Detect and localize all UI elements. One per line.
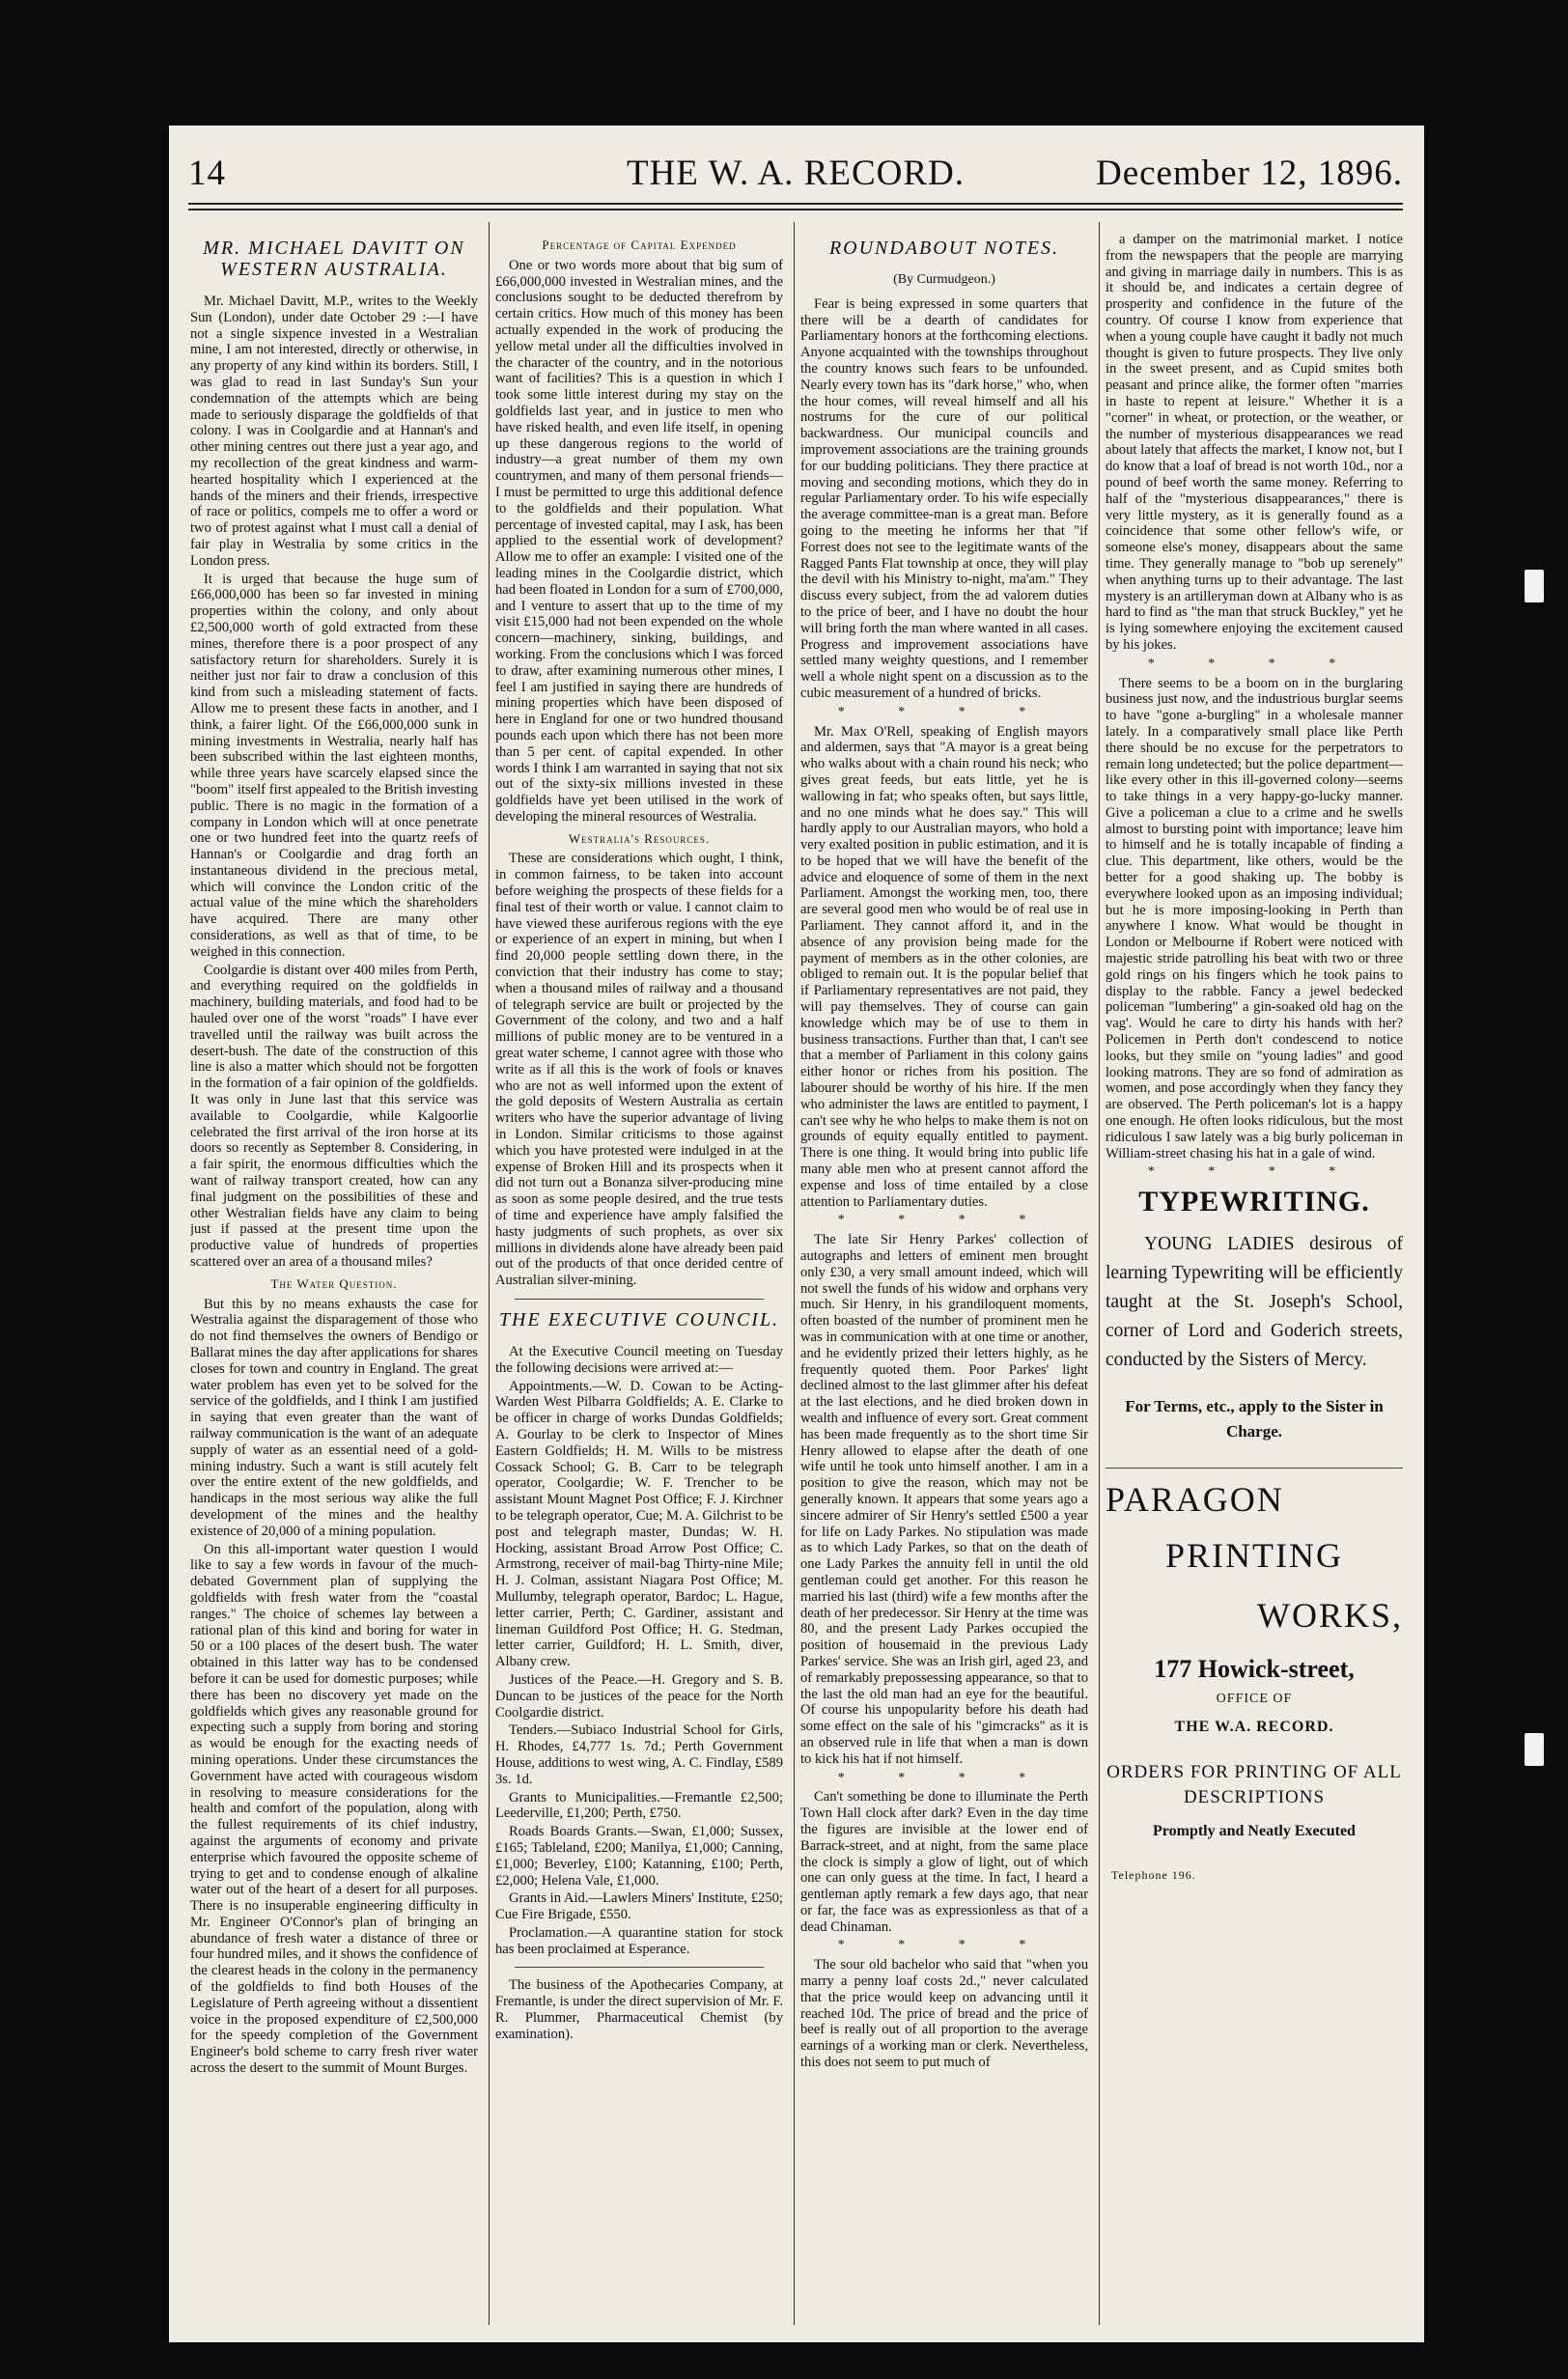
- section-divider: [1106, 1468, 1403, 1469]
- ad-address: 177 Howick-street,: [1154, 1655, 1355, 1684]
- masthead-rule: [188, 203, 1403, 205]
- ad-body: YOUNG LADIES desirous of learning Typewriting will be efficiently taught at the St. Joseph's School, corner of Lord and Goderich streets, conducted by the Sisters of Mercy.: [1106, 1234, 1403, 1371]
- article-heading: MR. MICHAEL DAVITT ON WESTERN AUSTRALIA.: [203, 238, 465, 280]
- article-paragraph: Justices of the Peace.—H. Gregory and S. B. Duncan to be justices of the peace for the North Coolgardie district.: [495, 1671, 783, 1721]
- article-paragraph: On this all-important water question I would like to say a few words in favour of the much-debated Government plan of supplying the goldfields with fresh water from the "coastal ranges." The choice of schemes lay between a rational plan of this kind and boring for water in 50 or a 100 places of the desert bush. The water obtained in this latter way has to be condensed before it can be used for domestic purposes; while there has been no discovery yet made on the goldfields which gives any reasonable ground for expecting such a supply from boring and storing as would be enough for the exacting needs of mining operations. Under these circumstances the Government have acted with courageous wisdom in resolving to measure considerations for the health and comfort of the population, along with the fullest requirements of its chief industry, against the arguments of economy and private enterprise which favoured the opposite scheme of trying to get and to condense enough of alkaline water out of the heart of a desert for all purposes. There is no insuperable engineering difficulty in Mr. Engineer O'Connor's plan of bringing an abundance of fresh water a distance of three or four hundred miles, and it shows the confidence of the clearest heads in the colony in the permanency of the goldfields to find both Houses of the Legislature of Perth agreeing without a dissentient voice in the proposed expenditure of £2,500,000 for the speedy completion of the Government Engineer's bold scheme to carry fresh river water across the desert to the summit of Mount Burges.: [190, 1541, 478, 2077]
- article-paragraph: Roads Boards Grants.—Swan, £1,000; Sussex, £165; Tableland, £200; Manilya, £1,000; Canning, £1,000; Beverley, £100; Katanning, £100; Perth, £2,000; Helena Vale, £1,000.: [495, 1824, 783, 1889]
- article-paragraph: There seems to be a boom on in the burglaring business just now, and the industrious burglar seems to have "gone a-burgling" in a wholesale manner lately. In a comparatively small place like Perth there should be no excuse for the perpetrators to remain long undetected; but the police department—like every other in this ill-governed colony—seems to take things in a very happy-go-lucky manner. Give a policeman a clue to a crime and he swells almost to bursting point with importance; leave him to himself and he is totally incapable of finding a clue. This department, like others, would be the better for a good shaking up. The bobby is everywhere looked upon as an imposing individual; but he is more imposing-looking in Perth than anywhere I know. What would be thought in London or Melbourne if Robert were noticed with majestic stride patrolling his beat with two or three gold rings on his fingers which he took pains to display to the rabble. Fancy a jewel bedecked policeman "lumbering" a gin-soaked old hag on the vag'. Would he care to dirty his hands with her? Policemen in Perth don't condescend to notice looks, but they smile on "young ladies" and good looking matrons. They are so fond of admiration as women, and pose accordingly when they fancy they are observed. The Perth policeman's lot is a happy one enough. He often looks ridiculous, but the most ridiculous I saw lately was a big burly policeman in William-street chasing his hat in a gale of wind.: [1106, 675, 1403, 1162]
- article-paragraph: At the Executive Council meeting on Tuesday the following decisions were arrived at:—: [495, 1344, 783, 1376]
- article-paragraph: Mr. Max O'Rell, speaking of English mayors and aldermen, says that "A mayor is a great being who walks about with a chain round his neck; who gives great feeds, but eats little, yet he is wallowing in fat; who speaks often, but says little, and no one minds what he does say." This will hardly apply to our Australian mayors, who hold a very exalted position in public estimation, and it is to be hoped that we will have the benefit of the advice and eloquence of some of them in the next Parliament. Amongst the working men, too, there are several good men who would be of real use in Parliament. They cannot afford it, and in the absence of any provision being made for the payment of members as in the other colonies, are obliged to remain out. It is the popular belief that if Parliamentary representatives are not paid, they will pay themselves. They of course can gain knowledge which may be of use to them in business transactions. Further than that, I can't see that a member of Parliament in this colony gains either honor or riches from his position. The labourer should be worthy of his hire. If the men who administer the laws are entitled to payment, I can't see why he who helps to make them is not on grounds of equity equally entitled to payment. There is one thing. It would bring into public life many able men who at present cannot afford the expense and loss of time entailed by a close attention to Parliamentary duties.: [800, 723, 1088, 1210]
- column-2: [495, 232, 783, 2327]
- margin-mark: [1525, 570, 1544, 602]
- section-separator: * * * *: [1147, 656, 1361, 671]
- ad-tagline: Promptly and Neatly Executed: [1153, 1823, 1356, 1840]
- section-divider: [515, 1967, 764, 1968]
- column-3: [800, 232, 1088, 2327]
- column-rule: [1099, 222, 1100, 2325]
- newspaper-page: [169, 126, 1424, 2342]
- ad-name-line: PARAGON: [1106, 1480, 1284, 1520]
- column-rule: [794, 222, 795, 2325]
- masthead: [188, 143, 1403, 201]
- section-divider: [515, 1299, 764, 1300]
- page-number: 14: [188, 154, 226, 193]
- section-subheading: The Water Question.: [270, 1275, 398, 1291]
- ad-name-line: WORKS,: [1256, 1596, 1403, 1636]
- ad-orders: ORDERS FOR PRINTING OF ALL DESCRIPTIONS: [1106, 1762, 1402, 1808]
- ad-title: TYPEWRITING.: [1138, 1186, 1370, 1218]
- article-paragraph: It is urged that because the huge sum of £66,000,000 has been so far invested in mining properties within the colony, and only about £2,500,000 worth of gold extracted from these mines, therefore there is a poor prospect of any satisfactory return for shareholders. Surely it is neither just nor fair to draw a conclusion of this kind from such a misleading statement of facts. Allow me to present these facts in another, and I think, a fairer light. Of the £66,000,000 sunk in mining investments in Westralia, nearly half has been subscribed within the last eighteen months, while three years have scarcely elapsed since the "boom" itself first appealed to the British investing public. There is no magic in the formation of a company in London which will at once penetrate one or two hundred feet into the quartz reefs of Hannan's or Coolgardie and drag forth an instantaneous dividend in the precious metal, which will convince the London critic of the actual value of the mine which the shareholders have acquired. There are many other considerations, as well as that of time, to be weighed in this connection.: [190, 571, 478, 960]
- section-separator: * * * *: [837, 1938, 1051, 1953]
- ad-record-name: THE W.A. RECORD.: [1174, 1718, 1334, 1735]
- masthead-rule: [188, 209, 1403, 210]
- ad-name-line: PRINTING: [1165, 1536, 1343, 1576]
- section-separator: * * * *: [837, 1213, 1051, 1228]
- section-separator: * * * *: [837, 1770, 1051, 1785]
- article-paragraph: But this by no means exhausts the case for Westralia against the disparagement of those who do not find themselves the owners of Bendigo or Ballarat mines the day after applications for shares closes for town and country in England. The great water problem has even yet to be solved for the service of the goldfields, and I think I am justified in saying that even greater than the want of railway communication is the want of an adequate supply of water as an essential need of a gold-mining industry. Such a want is still acutely felt over the entire extent of the new goldfields, and handicaps in the most serious way alike the full development of the mines and the healthy existence of 20,000 of a mining population.: [190, 1296, 478, 1539]
- article-paragraph: Proclamation.—A quarantine station for stock has been proclaimed at Esperance.: [495, 1924, 783, 1957]
- article-paragraph: Appointments.—W. D. Cowan to be Acting-Warden West Pilbarra Goldfields; A. E. Clarke to be officer in charge of works Dundas Goldfields; A. Gourlay to be clerk to Inspector of Mines Eastern Goldfields; H. M. Wills to be mistress Cossack School; G. B. Carr to be telegraph operator, Coolgardie; W. F. Trencher to be assistant Mount Magnet Post Office; F. J. Kirchner to be telegraph operator, Cue; M. A. Gilchrist to be post and telegraph master, Dundas; W. H. Hocking, assistant Broad Arrow Post Office; C. Armstrong, receiver of mail-bag Thirty-nine Mile; H. J. Colman, assistant Niagara Post Office; M. Mullumby, telegraph operator, Bardoc; L. Hague, letter carrier, Perth; C. Gardiner, assistant and lineman Guildford Post Office; H. G. Stedman, letter carrier, Guildford; H. L. Smith, diver, Albany crew.: [495, 1378, 783, 1670]
- byline: (By Curmudgeon.): [893, 272, 995, 287]
- article-paragraph: Fear is being expressed in some quarters that there will be a dearth of candidates for Parliamentary honors at the forthcoming elections. Anyone acquainted with the townships throughout the country knows such fears to be unfounded. Nearly every town has its "dark horse," who, when the hour comes, will reveal himself and all his nostrums for the cure of our political backwardness. Our municipal councils and improvement associations are the training grounds for our budding politicians. They there practice at moving and seconding motions, which they do in regular Parliamentary order. To his wife especially the average committee-man is a great man. Before going to the meeting he informs her that "if Forrest does not see to the legitimate wants of the Ragged Pants Flat township at once, they will play the devil with his Ministry to-night, ma'am." They discuss every subject, from the ad valorem duties to the price of beer, and I have no doubt the hour will bring forth the man where wanted in all cases. Progress and improvement associations have settled many weighty questions, and I remember well a whole night spent on a discussion as to the cubic measurement of a hundred of bricks.: [800, 295, 1088, 701]
- ad-office-label: OFFICE OF: [1216, 1691, 1293, 1706]
- article-paragraph: These are considerations which ought, I think, in common fairness, to be taken into account before weighing the prospects of these fields for a final test of their worth or value. I cannot claim to have viewed these auriferous regions with the eye or experience of an expert in mining, but when I find 20,000 people settling down there, in the conviction that their industry has come to stay; when a thousand miles of railway and a thousand of telegraph service are built or projected by the Government of the colony, and two and a half millions of public money are to be ventured in a great water scheme, I cannot agree with those who write as if all this is the work of fools or knaves who are not as well informed upon the extent of the gold deposits of Western Australia as certain writers who have the superior advantage of living in London. Similar criticisms to those against which you have protested were indulged in at the expense of Broken Hill and its prospects when it did not turn out a Bonanza silver-producing mine as soon as some people desired, and the true tests of time and experience have amply falsified the hasty judgments of such prophets, as over six millions in dividends alone have already been paid out of the products of that once derided centre of Australian silver-mining.: [495, 851, 783, 1289]
- typewriting-advertisement: [1106, 1186, 1403, 1444]
- article-heading: THE EXECUTIVE COUNCIL.: [498, 1309, 780, 1330]
- section-separator: * * * *: [1147, 1164, 1361, 1180]
- printing-works-advertisement: [1106, 1478, 1403, 1884]
- section-subheading: Percentage of Capital Expended: [542, 238, 737, 252]
- ad-terms: For Terms, etc., apply to the Sister in Charge.: [1125, 1397, 1384, 1441]
- section-subheading: Westralia's Resources.: [568, 830, 711, 846]
- issue-date: December 12, 1896.: [1095, 154, 1403, 193]
- section-separator: * * * *: [837, 704, 1051, 719]
- article-paragraph: Grants in Aid.—Lawlers Miners' Institute, £250; Cue Fire Brigade, £550.: [495, 1890, 783, 1923]
- article-paragraph: Tenders.—Subiaco Industrial School for Girls, H. Rhodes, £4,777 1s. 7d.; Perth Government House, additions to west wing, A. C. Findlay, £589 3s. 1d.: [495, 1722, 783, 1787]
- column-rule: [489, 222, 490, 2325]
- ad-telephone: Telephone 196.: [1111, 1868, 1196, 1883]
- margin-mark: [1525, 1733, 1544, 1766]
- article-heading: ROUNDABOUT NOTES.: [828, 238, 1060, 259]
- article-paragraph: Can't something be done to illuminate the Perth Town Hall clock after dark? Even in the day time the figures are invisible at the lower end of Barrack-street, and at night, from the same place the clock is simply a glow of light, out of which one can only guess at the time. In fact, I heard a gentleman aptly remark a few days ago, that near or far, the face was as expressionless as that of a dead Chinaman.: [800, 1789, 1088, 1935]
- article-paragraph: a damper on the matrimonial market. I notice from the newspapers that the people are marrying and giving in marriage daily in numbers. This is as it should be, and indicates a certain degree of prosperity and confidence in the future of the country. Of course I know from experience that when a young couple have caught it badly not much thought is given to future prospects. They live only in the sweet present, and as Cupid smites both peasant and prince alike, the former often "marries in haste to repent at leisure." Whether it is a "corner" in wheat, or protection, or the weather, or the number of mysterious disappearances we read about lately that affects the market, I know not, but I do know that a loaf of bread is not worth 10d., nor a pound of beef worth the same money. Referring to half of the "mysterious disappearances," there is very little mystery, as it is generally found as a coincidence that some other fellow's wife, or someone else's money, disappears about the same time. They generally manage to "bob up serenely" when anything turns up to their advantage. The last mystery is an artilleryman down at Albany who is as hard to find as "the man that struck Buckley," yet he is lying somewhere enjoying the excitement caused by his jokes.: [1106, 232, 1403, 653]
- column-4: [1106, 232, 1403, 2327]
- article-paragraph: One or two words more about that big sum of £66,000,000 invested in Westralian mines, and the conclusions sought to be deducted therefrom by certain critics. How much of this money has been actually expended in the work of producing the yellow metal under all the difficulties involved in the character of the country, and in the notorious want of facilities? This is a question in which I took some little interest during my stay on the goldfields last year, and in justice to men who have risked health, and even life itself, in opening up these dangerous regions to the world of industry—a great number of them my own countrymen, and many of them personal friends—I must be permitted to urge this additional defence to the goldfields and their population. What percentage of invested capital, may I ask, has been applied to the essential work of development? Allow me to offer an example: I visited one of the leading mines in the Coolgardie district, which had been floated in London for a sum of £700,000, and I venture to assert that up to the time of my visit £15,000 had not been expended on the whole concern—machinery, sinking, buildings, and working. From the conclusions which I was forced to draw, after examining numerous other mines, I feel I am justified in saying there are hundreds of mining properties which have been disposed of here in England for one or two hundred thousand pounds each upon which there has not been more than 5 per cent. of capital expended. In other words I think I am warranted in saying that not six out of the sixty-six millions invested in these goldfields have yet been utilised in the work of developing the mineral resources of Westralia.: [495, 257, 783, 825]
- article-paragraph: Mr. Michael Davitt, M.P., writes to the Weekly Sun (London), under date October 29 :—I have not a single sixpence invested in a Westralian mine, I am not interested, directly or otherwise, in any property of any kind within its borders. Still, I was glad to read in last Sunday's Sun your condemnation of the attempts which are being made to seriously disparage the goldfields of that colony. I was in Coolgardie and at Hannan's and other mining centres out there just a year ago, and my recollection of the great kindness and warm-hearted hospitality which I experienced at the hands of the miners and their friends, irrespective of race or politics, compels me to offer a word or two of protest against what I must call a denial of fair play in Westralia by some critics in the London press.: [190, 294, 478, 569]
- article-paragraph: Grants to Municipalities.—Fremantle £2,500; Leederville, £1,200; Perth, £750.: [495, 1789, 783, 1822]
- article-paragraph: The sour old bachelor who said that "when you marry a penny loaf costs 2d.," never calculated that the price would keep on advancing until it reached 10d. The price of bread and the price of beef is really out of all proportion to the average earnings of a working man or clerk. Nevertheless, this does not seem to put much of: [800, 1957, 1088, 2071]
- newspaper-title: THE W. A. RECORD.: [626, 154, 966, 193]
- article-paragraph: The late Sir Henry Parkes' collection of autographs and letters of eminent men brought only £30, a very small amount indeed, which will not swell the funds of his widow and orphans very much. Sir Henry, in his grandiloquent moments, often boasted of the number of prominent men he was in communication with at one time or another, and he evidently prized their letters highly, as he frequently quoted them. Poor Parkes' light declined almost to the last glimmer after his defeat at the last elections, and he died broken down in wealth and influence of every sort. Great comment has been made frequently as to the short time Sir Henry allowed to elapse after the death of one wife until he took unto himself another. I am in a position to give the reason, which may not be generally known. It appears that some years ago a sincere admirer of Sir Henry's settled £500 a year for life on Lady Parkes. No stipulation was made as to which Lady Parkes, so that on the death of one Lady Parkes the annuity fell in until the old gentleman could get another. For this reason he married his last (third) wife a few months after the death of her predecessor. Sir Henry at the time was 80, and the present Lady Parkes occupied the position of housemaid in the previous Lady Parkes' service. She was an Irish girl, aged 23, and of remarkably prepossessing appearance, so that to the last the old man had an eye for the beautiful. Of course his unpopularity before his death had some effect on the sale of his "gimcracks" as it is an observed rule in life that when a man is down to kick his hat if not himself.: [800, 1232, 1088, 1767]
- article-paragraph: The business of the Apothecaries Company, at Fremantle, is under the direct supervision of Mr. F. R. Plummer, Pharmaceutical Chemist (by examination).: [495, 1977, 783, 2042]
- column-1: [190, 232, 478, 2327]
- article-paragraph: Coolgardie is distant over 400 miles from Perth, and everything required on the goldfields in machinery, building materials, and food had to be hauled over one of the worst "roads" I have ever travelled until the railway was built across the desert-bush. The date of the construction of this line is also a matter which should not be forgotten in the formation of a fair opinion of the goldfields. It was only in June last that this service was available to Coolgardie, while Kalgoorlie celebrated the first arrival of the iron horse at its doors so recently as September 8. Considering, in a fair spirit, the enormous difficulties which the want of railway transport created, how can any final judgment on the possibilities of these and other Westralian fields have any claim to being just if passed at the present time upon the productive value of hundreds of properties scattered over an area of a thousand miles?: [190, 962, 478, 1271]
